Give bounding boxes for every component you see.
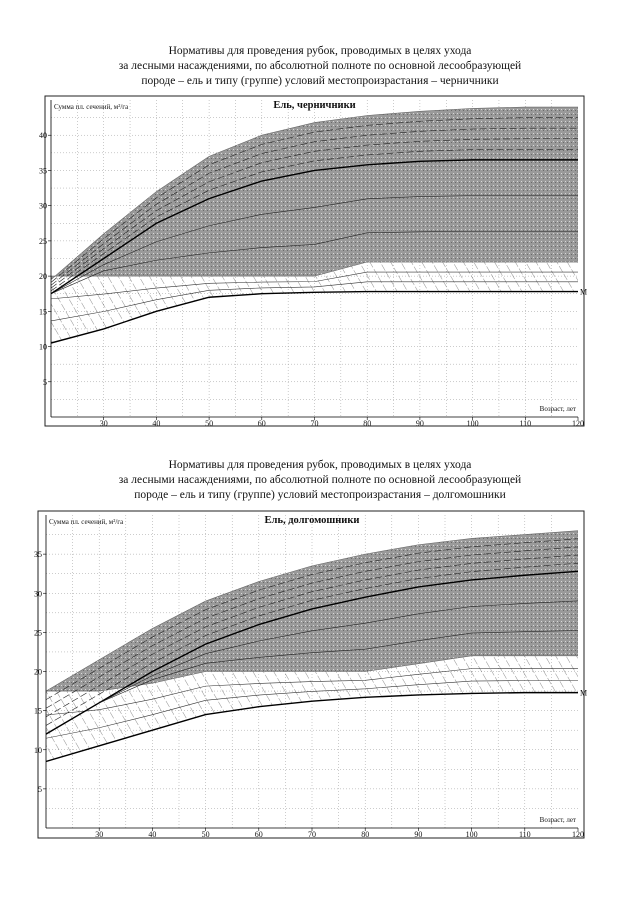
x-axis-label: Возраст, лет [539,405,576,413]
x-tick-label: 60 [257,419,266,428]
y-tick-label: 5 [43,377,47,387]
x-tick-label: 110 [519,419,532,428]
x-tick-label: 70 [310,419,319,428]
heading-line: породе – ель и типу (группе) условий местопроизрастания – черничники [141,75,499,87]
x-tick-label: 40 [148,830,157,839]
x-tick-label: 70 [308,830,316,839]
heading-line: Нормативы для проведения рубок, проводимых в целях ухода [168,459,472,471]
y-tick-label: 40 [39,131,47,141]
x-tick-label: 90 [415,419,424,428]
y-tick-label: 15 [34,706,42,716]
x-tick-label: 90 [414,830,423,839]
x-tick-label: 120 [572,830,584,839]
x-tick-label: 50 [201,830,210,839]
x-tick-label: 30 [99,419,108,428]
y-tick-label: 35 [34,550,42,560]
m-curve-label: M [580,287,588,297]
y-tick-label: 30 [39,201,47,211]
chart-title: Ель, долгомошники [264,515,360,526]
y-tick-label: 25 [34,628,42,638]
y-tick-label: 10 [34,745,42,755]
x-tick-label: 80 [363,419,372,428]
y-tick-label: 5 [38,784,42,794]
m-curve-label: M [580,688,588,698]
x-tick-label: 50 [205,419,214,428]
y-tick-label: 20 [34,667,42,677]
x-tick-label: 110 [518,830,531,839]
x-tick-label: 30 [95,830,104,839]
x-tick-label: 100 [466,419,479,428]
x-tick-label: 40 [152,419,161,428]
x-tick-label: 100 [465,830,478,839]
heading-line: породе – ель и типу (группе) условий местопроизрастания – долгомошники [134,489,506,501]
y-tick-label: 10 [39,342,47,352]
x-axis-label: Возраст, лет [539,816,576,824]
y-axis-label: Сумма пл. сечений, м²/га [54,103,129,111]
heading-line: за лесными насаждениями, по абсолютной полноте по основной лесообразующей [118,474,522,486]
y-axis-label: Сумма пл. сечений, м²/га [49,518,124,526]
x-tick-label: 120 [572,419,584,428]
x-tick-label: 80 [361,830,370,839]
x-tick-label: 60 [254,830,263,839]
heading-line: Нормативы для проведения рубок, проводимых в целях ухода [168,45,472,57]
y-tick-label: 20 [39,272,47,282]
y-tick-label: 25 [39,236,47,246]
y-tick-label: 35 [39,166,47,176]
heading-line: за лесными насаждениями, по абсолютной полноте по основной лесообразующей [118,60,522,72]
plot-area [46,515,578,828]
y-tick-label: 15 [39,307,47,317]
chart-title: Ель, черничники [273,100,356,111]
y-tick-label: 30 [34,589,42,599]
